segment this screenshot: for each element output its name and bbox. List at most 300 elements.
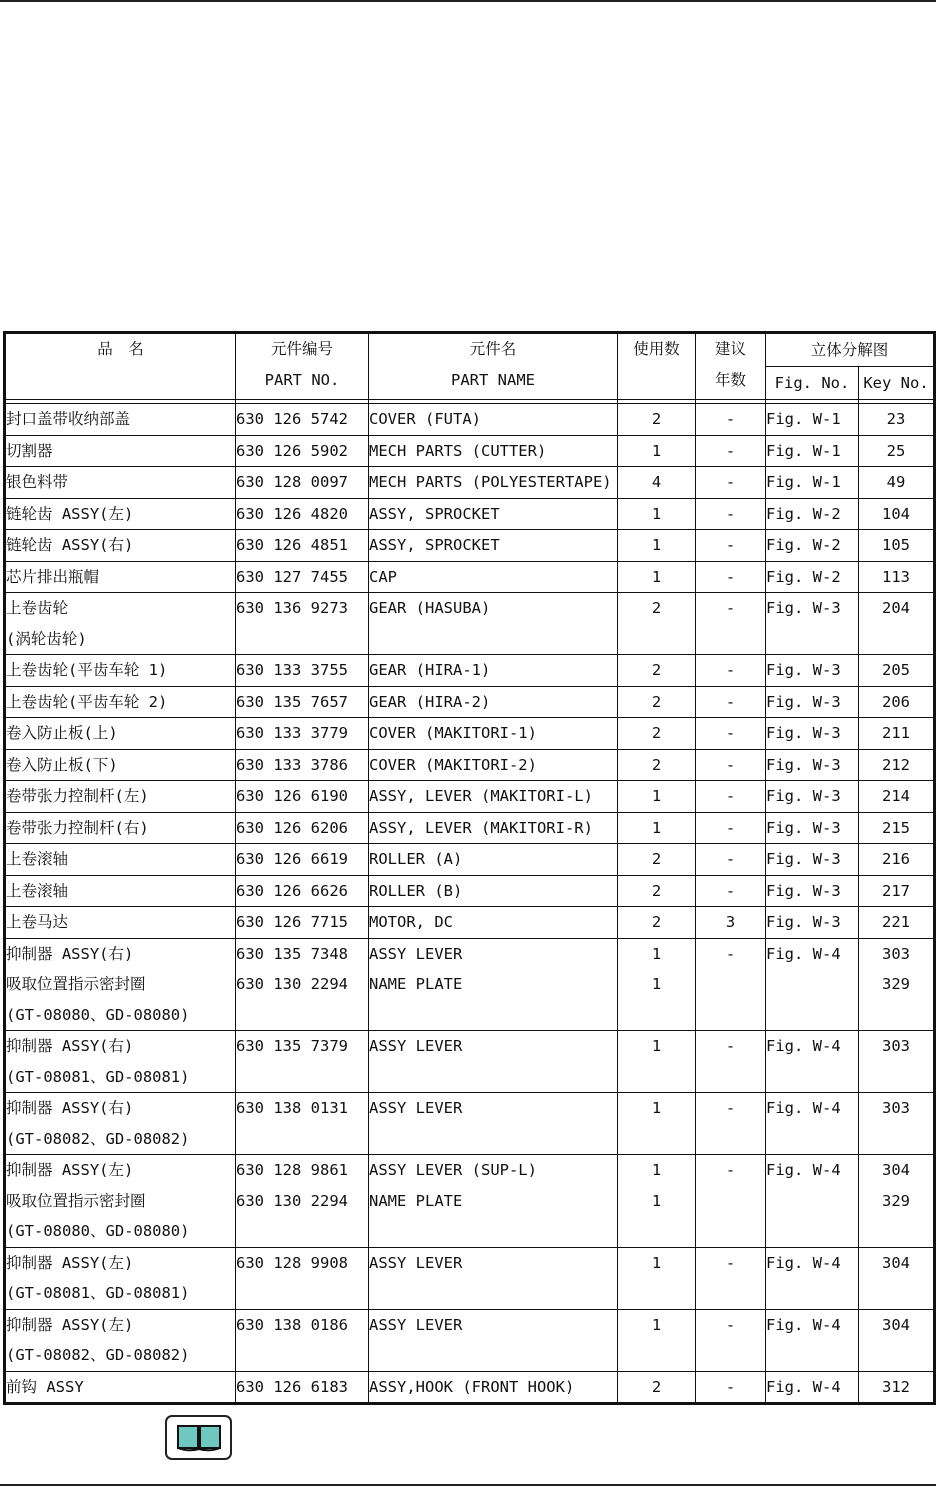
years-value: -	[725, 441, 736, 460]
fig-no-value: Fig. W-3	[766, 692, 841, 711]
part-number-cell	[236, 686, 369, 718]
part-name-en-line: NAME PLATE	[369, 1191, 463, 1210]
table-row	[5, 1247, 935, 1309]
part-name-cn-line: (GT-08080、GD-08080)	[6, 1222, 190, 1240]
key-no-cell	[859, 718, 935, 750]
key-no-cell	[859, 561, 935, 593]
part-name-en-line: GEAR (HIRA-2)	[369, 692, 491, 711]
part-name-cn-line: 上卷齿轮(平齿车轮 1)	[6, 661, 168, 679]
part-name-en-cell	[369, 467, 618, 499]
part-name-en-line: ASSY LEVER	[369, 1037, 463, 1055]
part-number-cell	[236, 907, 369, 939]
part-name-cn-line: 芯片排出瓶帽	[6, 567, 100, 586]
part-number-cell	[236, 561, 369, 593]
part-number-line: 630 130 2294	[236, 975, 348, 993]
quantity-line: 1	[651, 1315, 662, 1334]
quantity-cell	[618, 781, 696, 813]
fig-no-cell	[766, 749, 859, 781]
part-name-en-cell	[369, 938, 618, 1031]
part-number-line: 630 126 4851	[236, 536, 348, 554]
part-name-cn-cell	[5, 781, 236, 813]
table-row	[5, 938, 935, 1031]
quantity-line: 2	[651, 724, 662, 742]
key-no-line: 113	[882, 567, 910, 586]
part-number-cell	[236, 467, 369, 499]
part-name-en-cell	[369, 593, 618, 655]
years-value: -	[725, 724, 736, 742]
fig-no-cell	[766, 1093, 859, 1155]
fig-no-value: Fig. W-3	[766, 599, 841, 617]
years-cell	[696, 875, 766, 907]
key-no-cell	[859, 593, 935, 655]
header-key-no: Key No.	[859, 367, 935, 400]
quantity-cell	[618, 655, 696, 687]
table-row	[5, 875, 935, 907]
part-name-en-cell	[369, 1309, 618, 1371]
part-number-cell	[236, 593, 369, 655]
table-body	[5, 400, 935, 1404]
fig-no-value: Fig. W-3	[766, 850, 841, 868]
key-no-line: 23	[886, 410, 906, 428]
part-number-line: 630 126 6190	[236, 787, 348, 805]
fig-no-cell	[766, 404, 859, 436]
key-no-cell	[859, 1371, 935, 1404]
part-name-cn-cell	[5, 404, 236, 436]
header-qty: 使用数	[618, 333, 696, 400]
key-no-cell	[859, 686, 935, 718]
fig-no-cell	[766, 467, 859, 499]
years-cell	[696, 749, 766, 781]
fig-no-cell	[766, 655, 859, 687]
years-cell	[696, 1093, 766, 1155]
key-no-cell	[859, 875, 935, 907]
part-number-line: 630 126 6183	[236, 1377, 348, 1396]
fig-no-value: Fig. W-3	[766, 661, 841, 679]
part-name-en-line: ASSY LEVER	[369, 1253, 463, 1272]
part-name-cn-cell	[5, 435, 236, 467]
key-no-line: 204	[882, 599, 910, 617]
years-value: -	[725, 1253, 736, 1272]
quantity-line: 1	[651, 1037, 662, 1055]
part-name-en-line: ASSY, SPROCKET	[369, 504, 500, 523]
part-number-cell	[236, 655, 369, 687]
part-name-cn-line: 抑制器 ASSY(左)	[6, 1315, 134, 1334]
table-row	[5, 593, 935, 655]
part-number-line: 630 133 3779	[236, 724, 348, 742]
years-value: -	[725, 1037, 736, 1055]
quantity-cell	[618, 593, 696, 655]
key-no-line: 216	[882, 850, 910, 868]
key-no-cell	[859, 812, 935, 844]
part-number-cell	[236, 1371, 369, 1404]
quantity-line: 1	[651, 441, 662, 460]
years-cell	[696, 1247, 766, 1309]
part-name-cn-cell	[5, 561, 236, 593]
fig-no-value: Fig. W-1	[766, 473, 841, 491]
part-name-cn-cell	[5, 1309, 236, 1371]
quantity-cell	[618, 875, 696, 907]
part-name-en-cell	[369, 781, 618, 813]
part-number-cell	[236, 1309, 369, 1371]
fig-no-value: Fig. W-4	[766, 944, 841, 963]
part-name-cn-line: (GT-08081、GD-08081)	[6, 1067, 190, 1086]
part-number-cell	[236, 1247, 369, 1309]
years-value: -	[725, 410, 736, 428]
part-name-en-line: CAP	[369, 567, 397, 586]
part-name-cn-line: (GT-08082、GD-08082)	[6, 1346, 190, 1364]
part-name-cn-line: 卷入防止板(下)	[6, 755, 118, 774]
part-number-line: 630 126 4820	[236, 504, 348, 523]
part-name-en-line: ASSY LEVER	[369, 944, 463, 963]
key-no-cell	[859, 1155, 935, 1248]
part-name-cn-line: 封口盖带收纳部盖	[6, 410, 131, 428]
years-value: 3	[725, 913, 736, 931]
part-number-cell	[236, 875, 369, 907]
key-no-cell	[859, 1031, 935, 1093]
key-no-line: 217	[882, 881, 910, 900]
fig-no-cell	[766, 1031, 859, 1093]
fig-no-value: Fig. W-3	[766, 913, 841, 931]
key-no-line: 303	[882, 1037, 910, 1055]
part-number-cell	[236, 1155, 369, 1248]
key-no-line: 329	[882, 1191, 910, 1210]
part-name-en-line: ASSY, SPROCKET	[369, 536, 500, 554]
part-name-cn-cell	[5, 718, 236, 750]
quantity-line: 1	[651, 1161, 662, 1179]
quantity-cell	[618, 938, 696, 1031]
quantity-line: 2	[651, 913, 662, 931]
key-no-line: 206	[882, 692, 910, 711]
part-number-cell	[236, 530, 369, 562]
part-name-cn-cell	[5, 844, 236, 876]
part-name-cn-line: 抑制器 ASSY(左)	[6, 1253, 134, 1272]
quantity-cell	[618, 718, 696, 750]
part-name-cn-line: 抑制器 ASSY(左)	[6, 1161, 134, 1179]
table-row	[5, 655, 935, 687]
table-row	[5, 561, 935, 593]
part-name-en-line: COVER (MAKITORI-2)	[369, 755, 537, 774]
years-cell	[696, 1371, 766, 1404]
table-row	[5, 812, 935, 844]
quantity-line: 1	[651, 536, 662, 554]
key-no-line: 212	[882, 755, 910, 774]
part-number-cell	[236, 938, 369, 1031]
key-no-line: 303	[882, 1099, 910, 1117]
part-number-cell	[236, 718, 369, 750]
quantity-cell	[618, 812, 696, 844]
years-cell	[696, 781, 766, 813]
part-name-cn-line: 抑制器 ASSY(右)	[6, 1037, 134, 1055]
part-name-cn-line: 上卷齿轮(平齿车轮 2)	[6, 692, 168, 711]
part-name-cn-line: (GT-08081、GD-08081)	[6, 1284, 190, 1302]
part-name-cn-line: 上卷齿轮	[6, 599, 69, 617]
part-name-cn-line: 前钩 ASSY	[6, 1377, 84, 1396]
table-row	[5, 907, 935, 939]
part-name-en-cell	[369, 655, 618, 687]
years-cell	[696, 1031, 766, 1093]
part-name-cn-line: 上卷滚轴	[6, 850, 69, 868]
quantity-line: 1	[651, 818, 662, 837]
key-no-line: 304	[882, 1315, 910, 1334]
part-number-line: 630 128 0097	[236, 473, 348, 491]
years-value: -	[725, 1377, 736, 1396]
key-no-cell	[859, 781, 935, 813]
key-no-cell	[859, 1309, 935, 1371]
part-name-en-line: GEAR (HIRA-1)	[369, 661, 491, 679]
part-number-line: 630 138 0131	[236, 1099, 348, 1117]
years-value: -	[725, 692, 736, 711]
part-number-line: 630 135 7348	[236, 944, 348, 963]
part-name-cn-cell	[5, 907, 236, 939]
key-no-line: 312	[882, 1377, 910, 1396]
quantity-cell	[618, 844, 696, 876]
quantity-cell	[618, 530, 696, 562]
key-no-cell	[859, 907, 935, 939]
part-name-en-cell	[369, 1031, 618, 1093]
part-number-cell	[236, 844, 369, 876]
header-part-name: 元件名 PART NAME	[369, 333, 618, 400]
part-name-en-cell	[369, 498, 618, 530]
part-number-line: 630 126 6206	[236, 818, 348, 837]
part-name-en-cell	[369, 907, 618, 939]
fig-no-cell	[766, 812, 859, 844]
quantity-cell	[618, 1155, 696, 1248]
years-value: -	[725, 787, 736, 805]
part-name-en-line: MECH PARTS (POLYESTERTAPE)	[369, 473, 612, 491]
part-name-en-line: ASSY,HOOK (FRONT HOOK)	[369, 1377, 575, 1396]
fig-no-cell	[766, 1371, 859, 1404]
part-name-en-line: COVER (MAKITORI-1)	[369, 724, 537, 742]
key-no-line: 25	[886, 441, 906, 460]
table-row	[5, 1371, 935, 1404]
fig-no-cell	[766, 686, 859, 718]
fig-no-cell	[766, 435, 859, 467]
part-name-en-cell	[369, 435, 618, 467]
part-number-line: 630 135 7379	[236, 1037, 348, 1055]
part-name-cn-cell	[5, 1371, 236, 1404]
part-number-line: 630 126 7715	[236, 913, 348, 931]
part-name-cn-cell	[5, 749, 236, 781]
years-cell	[696, 1309, 766, 1371]
part-name-cn-cell	[5, 530, 236, 562]
years-cell	[696, 718, 766, 750]
part-number-line: 630 133 3786	[236, 755, 348, 774]
part-name-cn-line: 链轮齿 ASSY(左)	[6, 504, 134, 523]
table-row	[5, 1309, 935, 1371]
table-header	[5, 333, 935, 400]
part-number-cell	[236, 435, 369, 467]
quantity-cell	[618, 404, 696, 436]
part-name-en-line: MECH PARTS (CUTTER)	[369, 441, 547, 460]
quantity-cell	[618, 1093, 696, 1155]
table-row	[5, 781, 935, 813]
fig-no-value: Fig. W-4	[766, 1377, 841, 1396]
key-no-cell	[859, 498, 935, 530]
header-name: 品 名	[5, 333, 236, 400]
key-no-cell	[859, 467, 935, 499]
part-name-cn-line: 切割器	[6, 441, 53, 460]
part-number-line: 630 136 9273	[236, 599, 348, 617]
part-name-cn-cell	[5, 467, 236, 499]
fig-no-cell	[766, 907, 859, 939]
part-name-en-cell	[369, 1247, 618, 1309]
years-value: -	[725, 473, 736, 491]
quantity-line: 1	[651, 944, 662, 963]
key-no-cell	[859, 530, 935, 562]
part-number-cell	[236, 498, 369, 530]
years-value: -	[725, 818, 736, 837]
quantity-line: 1	[651, 975, 662, 993]
part-name-en-cell	[369, 1155, 618, 1248]
part-number-cell	[236, 404, 369, 436]
part-name-cn-line: 吸取位置指示密封圈	[6, 1191, 146, 1210]
quantity-cell	[618, 561, 696, 593]
years-value: -	[725, 661, 736, 679]
table-row	[5, 1031, 935, 1093]
quantity-line: 2	[651, 661, 662, 679]
years-cell	[696, 655, 766, 687]
quantity-cell	[618, 1247, 696, 1309]
key-no-cell	[859, 655, 935, 687]
years-value: -	[725, 1161, 736, 1179]
part-name-cn-cell	[5, 655, 236, 687]
fig-no-value: Fig. W-3	[766, 755, 841, 774]
fig-no-cell	[766, 718, 859, 750]
table-row	[5, 467, 935, 499]
quantity-line: 2	[651, 410, 662, 428]
years-value: -	[725, 944, 736, 963]
fig-no-value: Fig. W-3	[766, 724, 841, 742]
header-part-no: 元件编号 PART NO.	[236, 333, 369, 400]
years-cell	[696, 467, 766, 499]
quantity-line: 1	[651, 1191, 662, 1210]
years-value: -	[725, 504, 736, 523]
part-name-en-cell	[369, 812, 618, 844]
quantity-line: 2	[651, 1377, 662, 1396]
years-cell	[696, 844, 766, 876]
fig-no-cell	[766, 530, 859, 562]
header-years: 建议 年数	[696, 333, 766, 400]
years-value: -	[725, 599, 736, 617]
part-name-cn-line: 上卷滚轴	[6, 881, 69, 900]
part-name-cn-cell	[5, 1093, 236, 1155]
key-no-line: 214	[882, 787, 910, 805]
header-exploded-view: 立体分解图	[766, 333, 935, 367]
bottom-rule	[0, 1484, 936, 1486]
part-name-cn-line: 链轮齿 ASSY(右)	[6, 536, 134, 554]
part-name-cn-cell	[5, 1031, 236, 1093]
quantity-cell	[618, 1371, 696, 1404]
part-name-cn-line: (GT-08080、GD-08080)	[6, 1005, 190, 1024]
years-value: -	[725, 881, 736, 900]
key-no-cell	[859, 749, 935, 781]
part-number-line: 630 126 5902	[236, 441, 348, 460]
part-number-cell	[236, 749, 369, 781]
top-rule	[0, 0, 936, 2]
years-cell	[696, 530, 766, 562]
key-no-line: 49	[886, 473, 906, 491]
years-value: -	[725, 850, 736, 868]
quantity-line: 1	[651, 567, 662, 586]
parts-table	[3, 331, 936, 1405]
quantity-line: 1	[651, 1253, 662, 1272]
years-cell	[696, 812, 766, 844]
key-no-line: 304	[882, 1161, 910, 1179]
part-name-cn-line: (涡轮齿轮)	[6, 629, 87, 648]
fig-no-value: Fig. W-3	[766, 818, 841, 837]
years-cell	[696, 593, 766, 655]
key-no-line: 104	[882, 504, 910, 523]
part-number-cell	[236, 781, 369, 813]
part-name-en-line: GEAR (HASUBA)	[369, 599, 491, 617]
part-name-cn-line: 抑制器 ASSY(右)	[6, 1099, 134, 1117]
part-name-en-line: ASSY, LEVER (MAKITORI-L)	[369, 787, 593, 805]
years-cell	[696, 404, 766, 436]
table-row	[5, 498, 935, 530]
years-cell	[696, 435, 766, 467]
part-name-cn-line: 银色料带	[6, 473, 69, 491]
quantity-cell	[618, 435, 696, 467]
years-value: -	[725, 1315, 736, 1334]
fig-no-cell	[766, 938, 859, 1031]
manual-button[interactable]	[165, 1415, 232, 1460]
years-value: -	[725, 567, 736, 586]
table-row	[5, 435, 935, 467]
part-number-line: 630 126 6619	[236, 850, 348, 868]
part-name-en-line: MOTOR, DC	[369, 913, 453, 931]
key-no-cell	[859, 404, 935, 436]
part-number-line: 630 138 0186	[236, 1315, 348, 1334]
quantity-cell	[618, 1031, 696, 1093]
years-value: -	[725, 1099, 736, 1117]
key-no-line: 211	[882, 724, 910, 742]
fig-no-value: Fig. W-3	[766, 881, 841, 900]
part-number-line: 630 126 5742	[236, 410, 348, 428]
fig-no-cell	[766, 1155, 859, 1248]
fig-no-value: Fig. W-4	[766, 1037, 841, 1055]
table-row	[5, 718, 935, 750]
part-name-cn-cell	[5, 686, 236, 718]
key-no-cell	[859, 938, 935, 1031]
part-name-en-cell	[369, 749, 618, 781]
fig-no-value: Fig. W-4	[766, 1253, 841, 1272]
part-name-en-cell	[369, 875, 618, 907]
fig-no-value: Fig. W-4	[766, 1315, 841, 1334]
key-no-cell	[859, 1093, 935, 1155]
part-name-cn-line: 吸取位置指示密封圈	[6, 975, 146, 993]
part-name-en-cell	[369, 718, 618, 750]
part-name-cn-cell	[5, 593, 236, 655]
quantity-line: 4	[651, 473, 662, 491]
key-no-line: 215	[882, 818, 910, 837]
fig-no-cell	[766, 1247, 859, 1309]
fig-no-value: Fig. W-1	[766, 441, 841, 460]
part-number-line: 630 126 6626	[236, 881, 348, 900]
years-cell	[696, 686, 766, 718]
part-name-en-cell	[369, 530, 618, 562]
fig-no-cell	[766, 781, 859, 813]
fig-no-value: Fig. W-1	[766, 410, 841, 428]
quantity-cell	[618, 498, 696, 530]
table-row	[5, 1093, 935, 1155]
key-no-line: 205	[882, 661, 910, 679]
part-name-cn-cell	[5, 875, 236, 907]
part-name-cn-cell	[5, 1155, 236, 1248]
part-name-cn-cell	[5, 1247, 236, 1309]
quantity-line: 2	[651, 755, 662, 774]
quantity-cell	[618, 467, 696, 499]
part-name-en-cell	[369, 1371, 618, 1404]
